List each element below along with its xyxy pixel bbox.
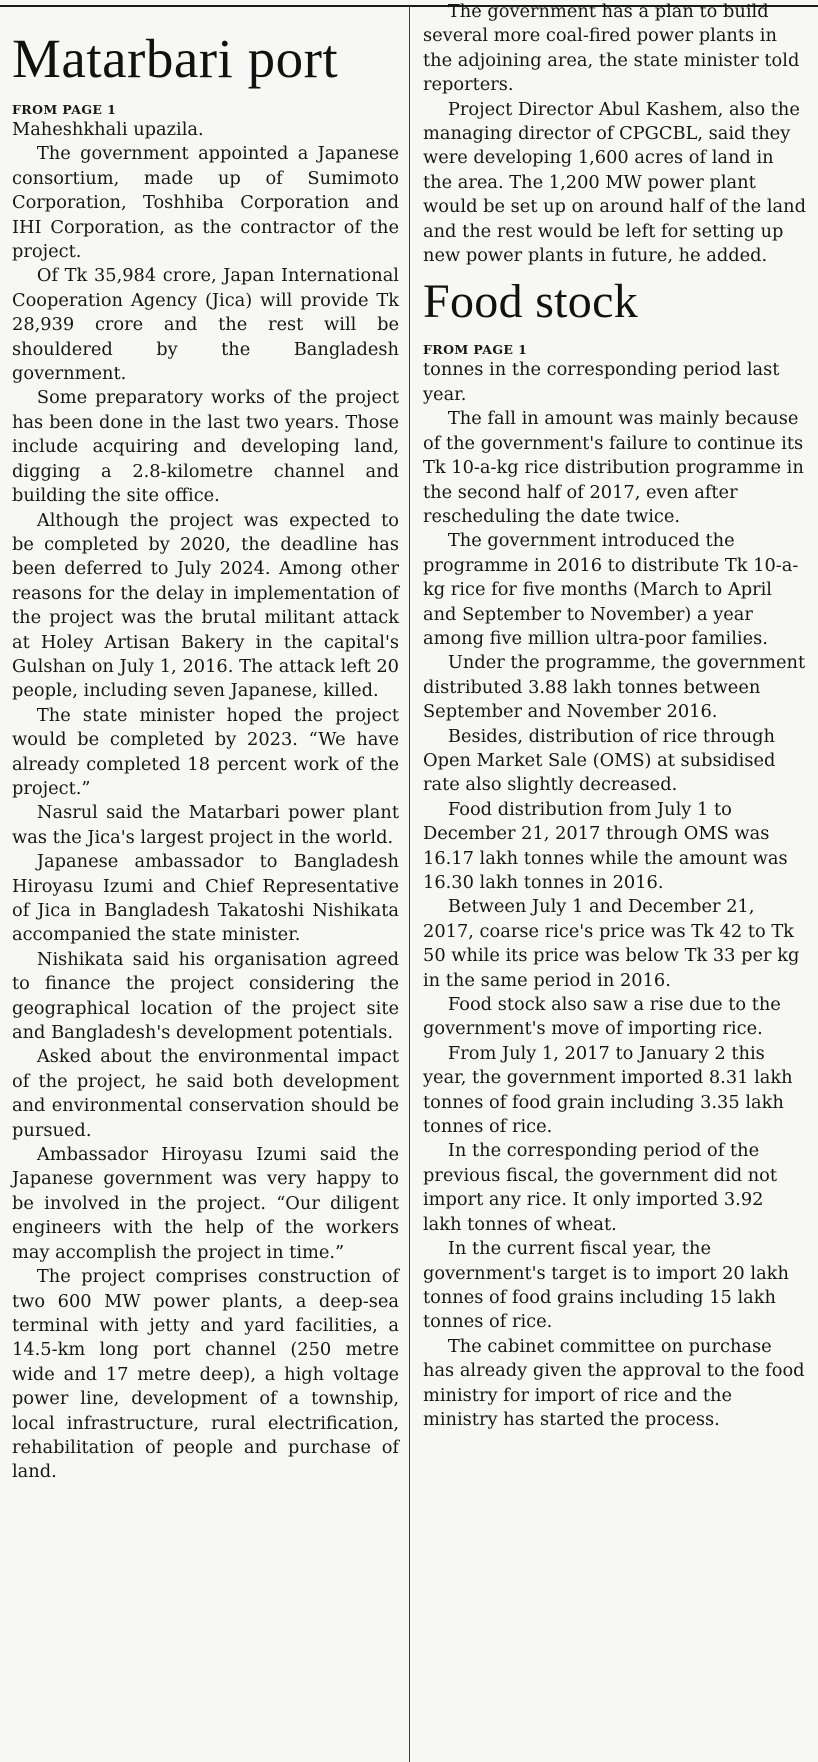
matarbari-paragraph: Japanese ambassador to Bangladesh Hiroyasu Izumi and Chief Representative of Jica in Bangladesh Takatoshi Nishikata accompanied the state minister. (12, 851, 399, 946)
food-stock-jump-label: FROM PAGE 1 (423, 342, 528, 358)
matarbari-paragraph: Ambassador Hiroyasu Izumi said the Japanese government was very happy to be involved in the project. “Our diligent engineers with the help of the workers may accomplish the project in time.” (12, 1144, 399, 1263)
left-column (12, 0, 399, 1485)
matarbari-jump-label: FROM PAGE 1 (12, 102, 117, 117)
food-stock-paragraph: From July 1, 2017 to January 2 this year, the government imported 8.31 lakh tonnes of food grain including 3.35 lakh tonnes of rice. (423, 1042, 793, 1138)
food-stock-paragraph: In the current fiscal year, the government's target is to import 20 lakh tonnes of food grains including 15 lakh tonnes of rice. (423, 1238, 789, 1333)
matarbari-paragraph: Project Director Abul Kashem, also the managing director of CPGCBL, said they were developing 1,600 acres of land in the area. The 1,200 MW power plant would be set up on around half of the land and the rest would be left for setting up new power plants in future, he added. (423, 98, 806, 267)
food-stock-headline: Food stock (423, 275, 639, 329)
food-stock-paragraph: Under the programme, the government distributed 3.88 lakh tonnes between September and November 2016. (423, 652, 806, 723)
food-stock-paragraph: The fall in amount was mainly because of the government's failure to continue its Tk 10-a-kg rice distribution programme in the second half of 2017, even after rescheduling the date twice. (423, 408, 804, 527)
matarbari-paragraph: Nishikata said his organisation agreed to finance the project considering the geographical location of the project site and Bangladesh's development potentials. (12, 948, 399, 1044)
right-column (423, 0, 806, 1432)
food-stock-paragraph: Food distribution from July 1 to December 21, 2017 through OMS was 16.17 lakh tonnes while the amount was 16.30 lakh tonnes in 2016. (423, 798, 788, 893)
food-stock-paragraph: Food stock also saw a rise due to the government's move of importing rice. (423, 994, 781, 1040)
food-stock-paragraph: The government introduced the programme in 2016 to distribute Tk 10-a-kg rice for five months (March to April and September to November) a year among five million ultra-poor families. (423, 530, 799, 649)
matarbari-paragraph: Some preparatory works of the project has been done in the last two years. Those include acquiring and developing land, digging a 2.8-kilometre channel and building the site office. (12, 387, 399, 507)
food-stock-paragraph: Besides, distribution of rice through Open Market Sale (OMS) at subsidised rate also slightly decreased. (423, 725, 776, 796)
matarbari-paragraph: The government has a plan to build several more coal-fired power plants in the adjoining area, the state minister told reporters. (423, 1, 800, 96)
matarbari-paragraph: Of Tk 35,984 crore, Japan International Cooperation Agency (Jica) will provide Tk 28,939 crore and the rest will be shouldered by the Bangladesh government. (12, 265, 399, 385)
matarbari-headline: Matarbari port (12, 28, 339, 89)
food-stock-paragraph: tonnes in the corresponding period last year. (423, 359, 780, 405)
matarbari-paragraph: Asked about the environmental impact of the project, he said both development and environmental conservation should be pursued. (12, 1046, 399, 1141)
matarbari-paragraph: The government appointed a Japanese consortium, made up of Sumimoto Corporation, Toshhiba Corporation and IHI Corporation, as the contractor of the project. (12, 143, 399, 263)
matarbari-paragraph: The state minister hoped the project would be completed by 2023. “We have already completed 18 percent work of the project.” (12, 704, 399, 799)
matarbari-paragraph: Although the project was expected to be completed by 2020, the deadline has been deferred to July 2024. Among other reasons for the delay in implementation of the project was the brutal militant attack at Holey Artisan Bakery in the capital's Gulshan on July 1, 2016. The attack left 20 people, including seven Japanese, killed. (12, 509, 399, 702)
column-divider (409, 6, 410, 1762)
matarbari-paragraph: Maheshkhali upazila. (12, 119, 204, 140)
matarbari-paragraph: The project comprises construction of two 600 MW power plants, a deep-sea terminal with jetty and yard facilities, a 14.5-km long port channel (250 metre wide and 17 metre deep), a high voltage power line, development of a township, local infrastructure, rural electrification, rehabilitation of people and purchase of land. (12, 1266, 399, 1483)
food-stock-paragraph: In the corresponding period of the previous fiscal, the government did not import any rice. It only imported 3.92 lakh tonnes of wheat. (423, 1140, 778, 1235)
matarbari-paragraph: Nasrul said the Matarbari power plant was the Jica's largest project in the world. (12, 802, 399, 848)
food-stock-paragraph: The cabinet committee on purchase has already given the approval to the food ministry for import of rice and the ministry has started the process. (423, 1335, 805, 1430)
food-stock-paragraph: Between July 1 and December 21, 2017, coarse rice's price was Tk 42 to Tk 50 while its price was below Tk 33 per kg in the same period in 2016. (423, 896, 800, 991)
